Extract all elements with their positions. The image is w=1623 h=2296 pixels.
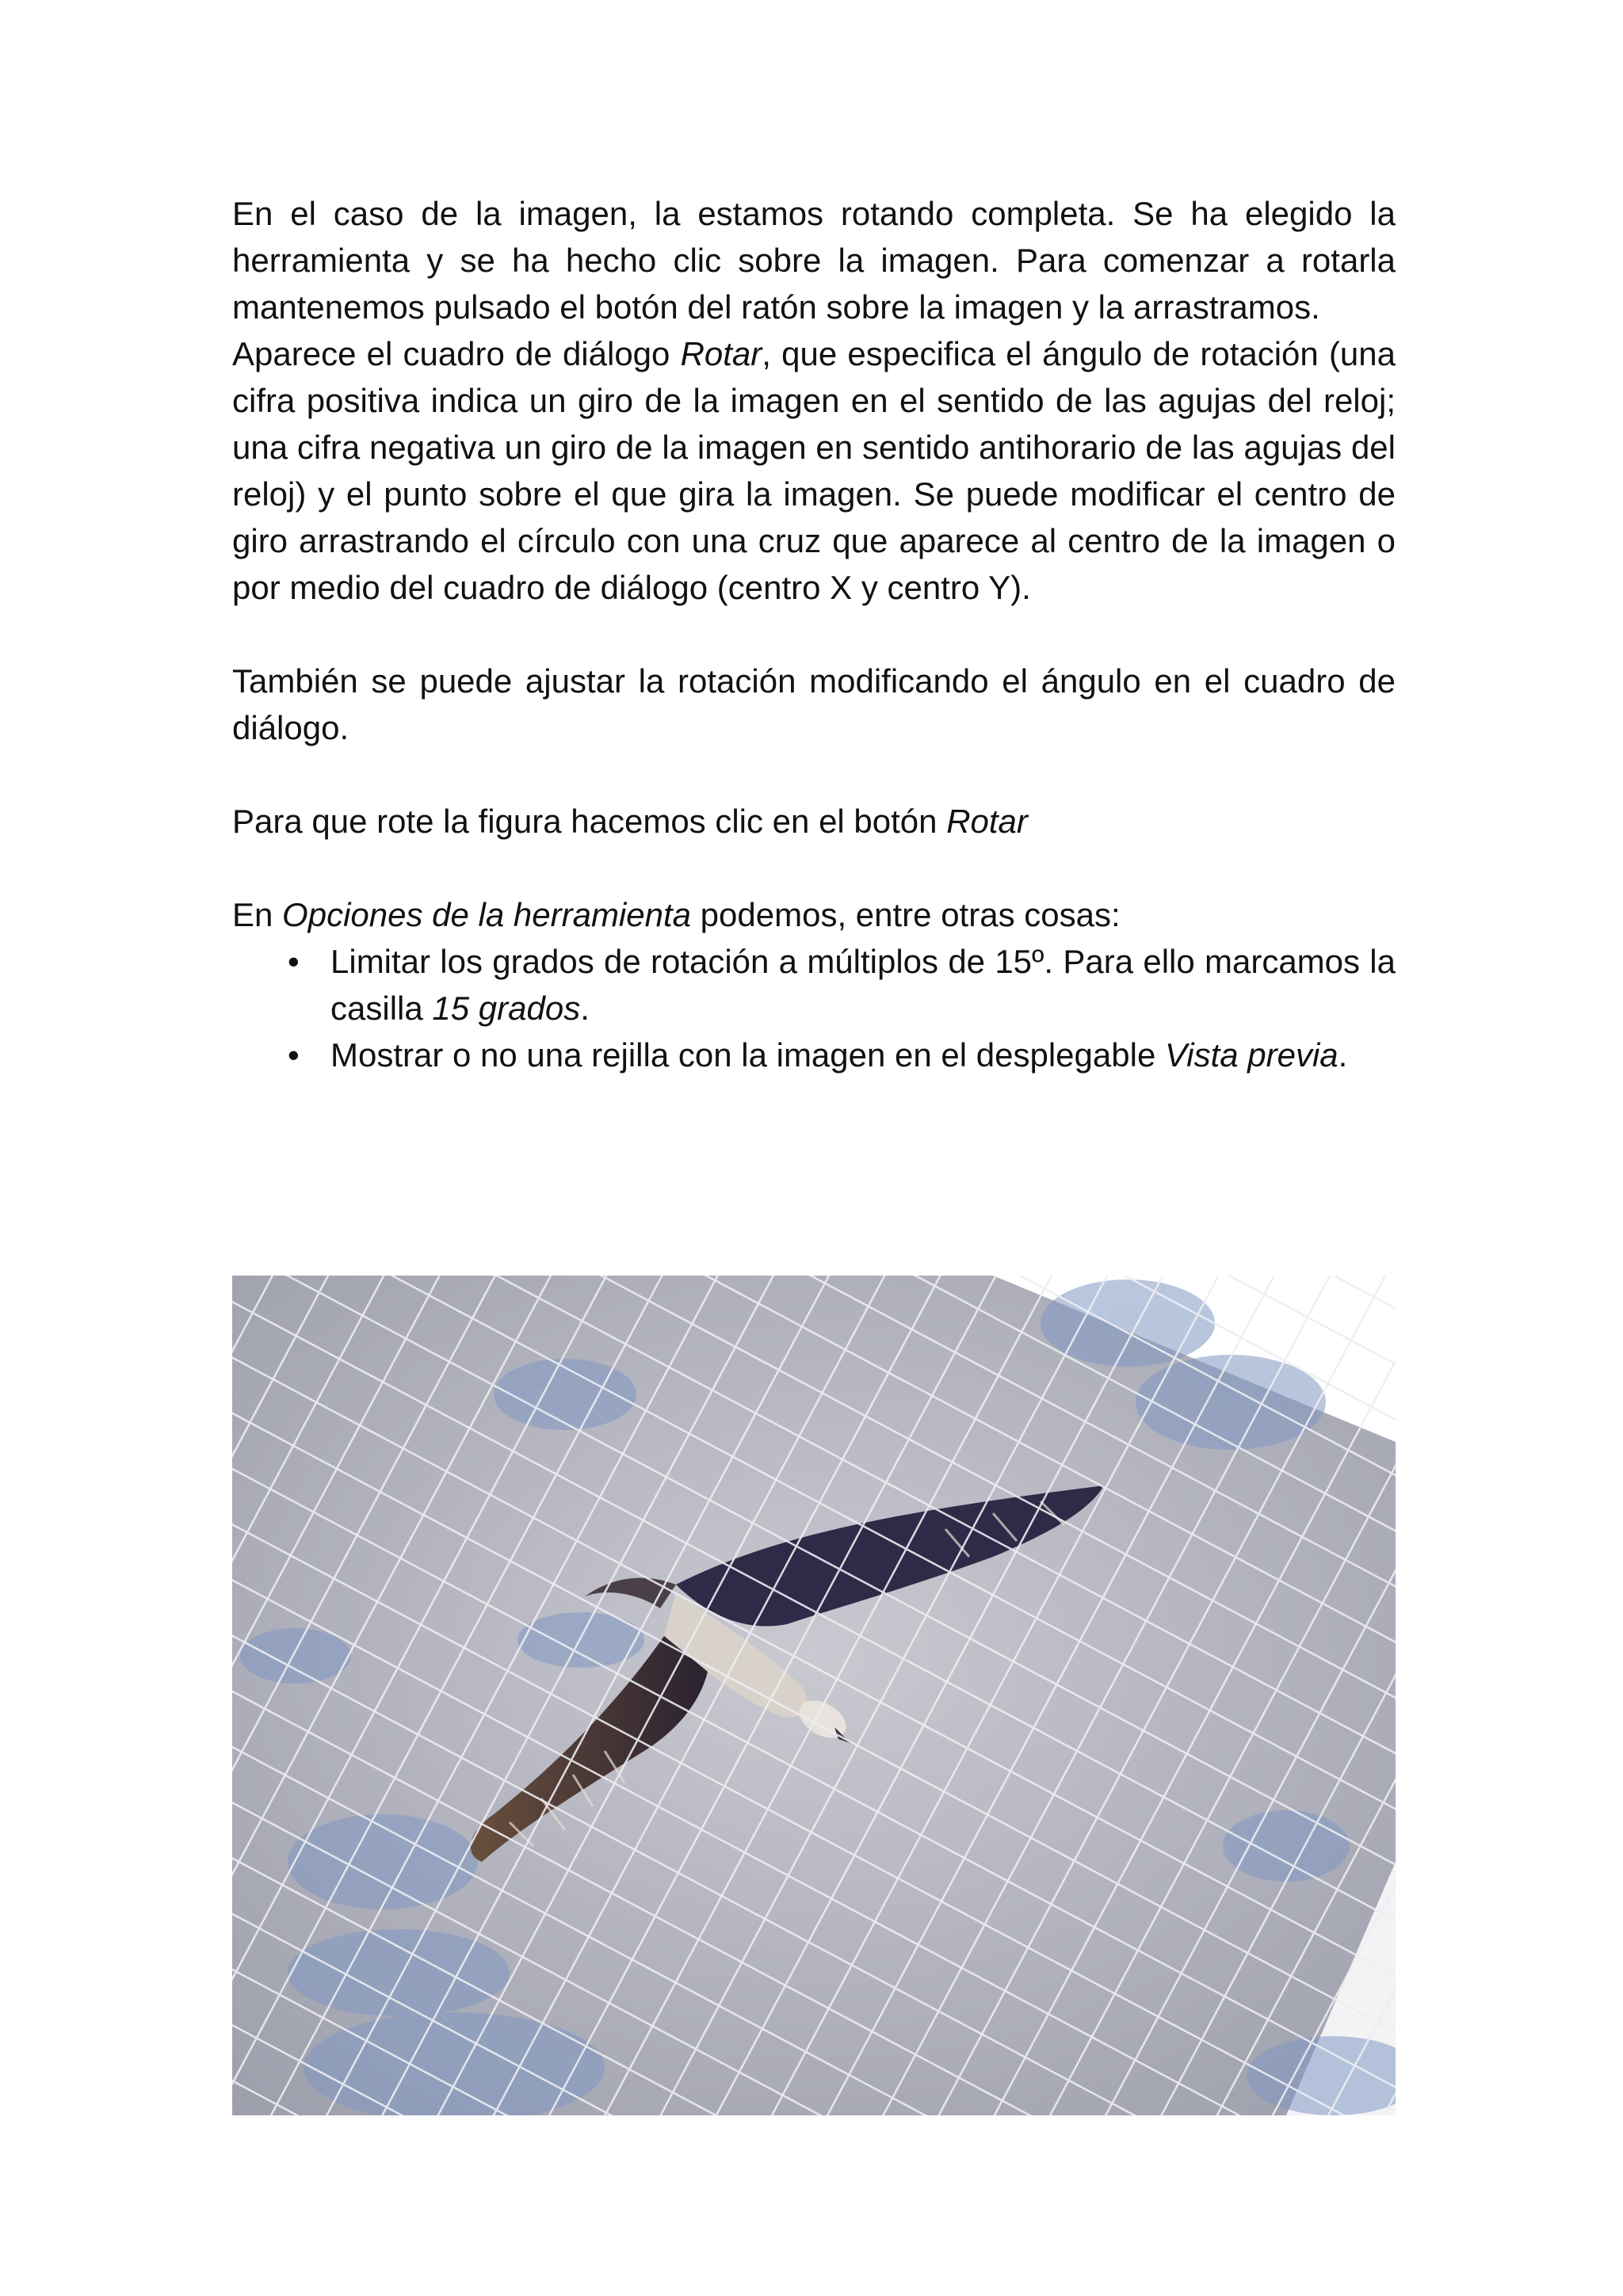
paragraph-4-post: podemos, entre otras cosas: [691,896,1121,933]
dialog-name-rotar: Rotar [680,335,762,372]
paragraph-1-text-a: En el caso de la imagen, la estamos rotando completa. Se ha elegido la herramienta y se ha hecho clic sobre la imagen. Para comenzar a rotarla mantenemos pulsado el botón del ratón sobre la imagen y la arrastramos. [232,195,1396,326]
bullet-icon: • [288,1036,300,1074]
list-item-pre: Mostrar o no una rejilla con la imagen en el desplegable [330,1036,1165,1074]
list-item [232,938,1396,1032]
list-item-post: . [1338,1036,1348,1074]
options-list [232,938,1396,1078]
list-item-em: 15 grados [432,990,581,1027]
rotated-eagle-image [232,1276,1396,2115]
tool-options-name: Opciones de la herramienta [282,896,692,933]
paragraph-2: También se puede ajustar la rotación modificando el ángulo en el cuadro de diálogo. [232,662,1396,746]
paragraph-1 [232,190,1396,611]
paragraph-4 [232,891,1396,938]
paragraph-1-text-b-post: , que especifica el ángulo de rotación (una cifra positiva indica un giro de la imagen en el sentido de las agujas del reloj; una cifra negativa un giro de la imagen en sentido antihorario de las agujas del reloj) y el punto sobre el que gira la imagen. Se puede modificar el centro de giro arrastrando el círculo con una cruz que aparece al centro de la imagen o por medio del cuadro de diálogo (centro X y centro Y). [232,335,1396,606]
list-item-post: . [580,990,590,1027]
document-page [232,190,1396,1078]
paragraph-1-text-b-pre: Aparece el cuadro de diálogo [232,335,681,372]
list-item [232,1032,1396,1078]
rotated-eagle-svg [232,1276,1396,2115]
list-item-em: Vista previa [1164,1036,1338,1074]
list-item-pre: Limitar los grados de rotación a múltiplos de 15º. Para ello marcamos la casilla [330,943,1396,1027]
paragraph-3 [232,798,1396,845]
bullet-icon: • [288,943,300,980]
paragraph-4-pre: En [232,896,283,933]
paragraph-3-text: Para que rote la figura hacemos clic en el botón [232,803,947,840]
button-name-rotar: Rotar [946,803,1028,840]
